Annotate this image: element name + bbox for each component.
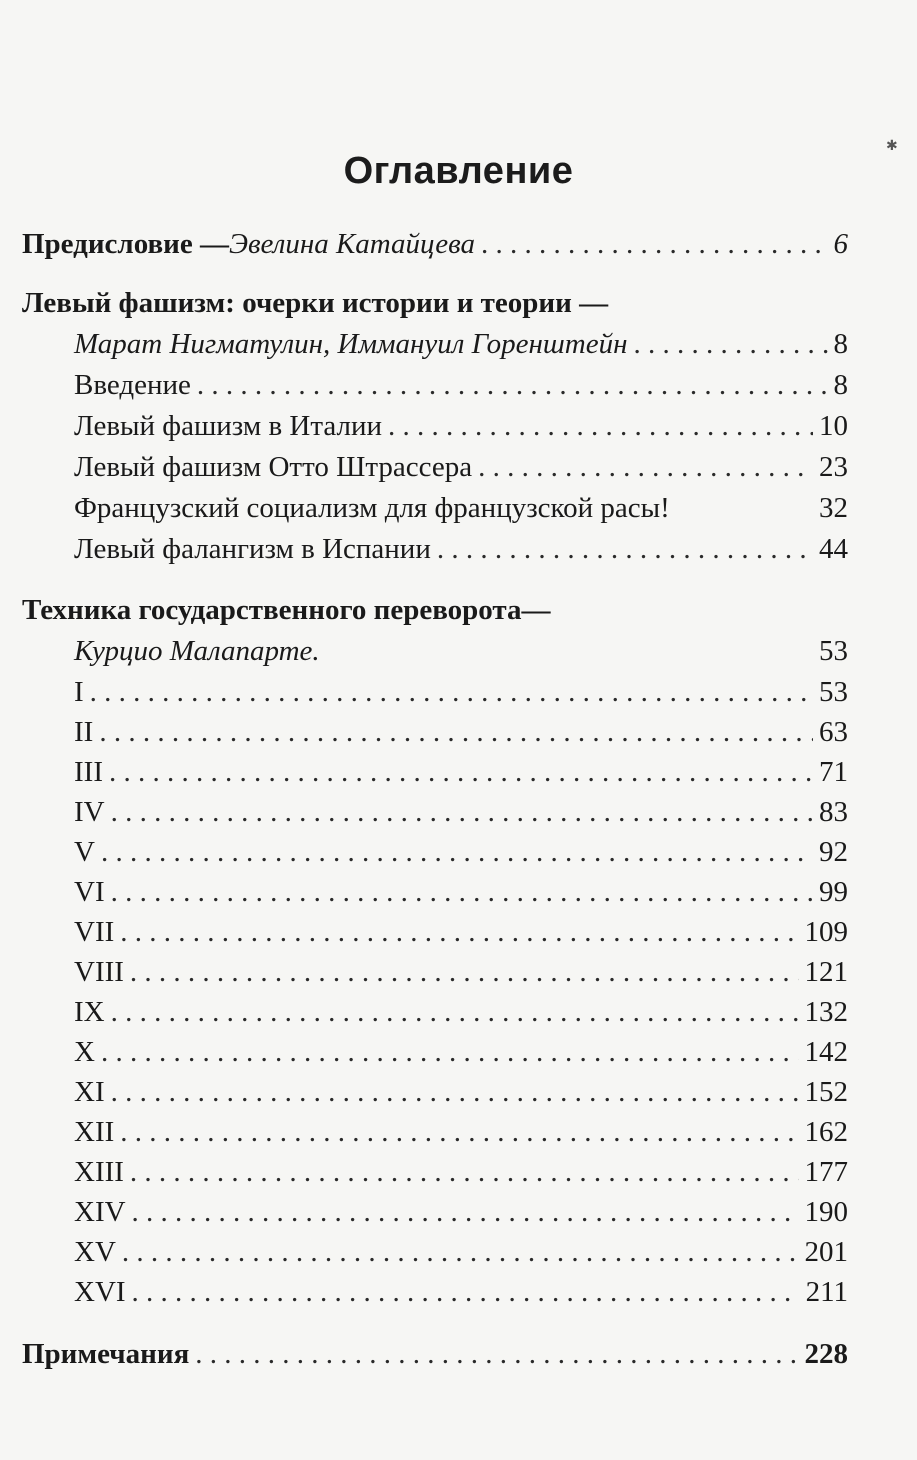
toc-entry-author: Марат Нигматулин, Иммануил Горенштейн (74, 328, 628, 360)
dot-leader (120, 914, 798, 950)
toc-entry-label: I (74, 676, 84, 708)
toc-entry-page: 99 (819, 876, 848, 908)
toc-entry-page: 162 (804, 1116, 848, 1148)
toc-entry-page: 63 (819, 716, 848, 748)
toc-entry (74, 994, 848, 1030)
toc-entry-label: Французский социализм для французской расы! (74, 492, 670, 524)
toc-entry-label: II (74, 716, 94, 748)
toc-entry-author: Эвелина Катайцева (228, 228, 476, 260)
toc-entry-page: 201 (804, 1236, 848, 1268)
dot-leader (109, 754, 813, 790)
toc-entry-label: XII (74, 1116, 115, 1148)
dot-leader (101, 1034, 799, 1070)
toc-entry-label: IV (74, 796, 105, 828)
toc-entry-page: 8 (833, 328, 848, 360)
toc-entry-label: VI (74, 876, 105, 908)
toc-entry-label: IX (74, 996, 105, 1028)
dot-leader (132, 1194, 799, 1230)
toc-entry-page: 53 (819, 635, 848, 667)
toc-entry-page: 71 (819, 756, 848, 788)
toc-entry-label: Примечания (22, 1338, 190, 1370)
dot-leader (90, 674, 813, 710)
toc-entry-label: XV (74, 1236, 116, 1268)
dot-leader (111, 1074, 799, 1110)
toc-entry (74, 1154, 848, 1190)
page-title: Оглавление (343, 150, 574, 192)
toc-entry (74, 834, 848, 870)
toc-entry-page: 109 (804, 916, 848, 948)
toc-entry (74, 367, 848, 403)
toc-entry-label: VIII (74, 956, 124, 988)
toc-entry (74, 914, 848, 950)
toc-entry (74, 714, 848, 750)
dot-leader (478, 449, 813, 485)
dot-leader (111, 874, 813, 910)
dot-leader (130, 954, 799, 990)
toc-entry (74, 531, 848, 567)
dot-leader (111, 794, 813, 830)
toc-entry-author: Курцио Малапарте. (74, 635, 320, 667)
toc-entry (74, 449, 848, 485)
dot-leader (101, 834, 813, 870)
toc-entry-page: 142 (804, 1036, 848, 1068)
dot-leader (132, 1274, 800, 1310)
toc-entry-label: XI (74, 1076, 105, 1108)
toc-entry-label: Введение (74, 369, 191, 401)
toc-entry-label: Техника государственного переворота— (22, 594, 551, 626)
toc-entry-authors (74, 633, 848, 669)
dot-leader (634, 326, 828, 362)
dot-leader (197, 367, 828, 403)
toc-entry-page: 83 (819, 796, 848, 828)
print-mark: ✱ (886, 138, 898, 154)
toc-entry-notes (22, 1336, 848, 1372)
toc-entry-page: 152 (804, 1076, 848, 1108)
toc-entry-page: 121 (804, 956, 848, 988)
toc-entry (74, 874, 848, 910)
toc-entry-page: 23 (819, 451, 848, 483)
toc-entry-label: VII (74, 916, 115, 948)
toc-entry (74, 674, 848, 710)
toc-entry (74, 408, 848, 444)
toc-entry-label: Предисловие — (22, 228, 229, 260)
toc-entry (74, 1034, 848, 1070)
toc-entry-label: XVI (74, 1276, 126, 1308)
toc-entry (74, 794, 848, 830)
toc-entry-page: 92 (819, 836, 848, 868)
toc-entry-label: Левый фашизм: очерки истории и теории — (22, 287, 609, 319)
toc-entry-page: 228 (804, 1338, 848, 1370)
toc-entry-section-heading (22, 592, 848, 628)
toc-entry-label: III (74, 756, 103, 788)
toc-entry-label: XIV (74, 1196, 126, 1228)
toc-entry-authors (74, 326, 848, 362)
toc-entry (74, 1074, 848, 1110)
toc-entry-label: V (74, 836, 95, 868)
dot-leader (130, 1154, 799, 1190)
toc-entry-page: 32 (819, 492, 848, 524)
toc-entry (74, 490, 848, 526)
toc-entry-page: 44 (819, 533, 848, 565)
dot-leader (481, 226, 827, 262)
dot-leader (388, 408, 813, 444)
toc-entry (74, 954, 848, 990)
toc-entry-page: 53 (819, 676, 848, 708)
toc-entry (74, 1274, 848, 1310)
toc-entry-page: 177 (804, 1156, 848, 1188)
toc-entry-page: 211 (805, 1276, 848, 1308)
toc-entry-page: 8 (833, 369, 848, 401)
dot-leader (195, 1336, 798, 1372)
toc-entry (74, 1194, 848, 1230)
toc-entry-label: Левый фашизм в Италии (74, 410, 382, 442)
toc-entry-preface (22, 226, 848, 262)
dot-leader (437, 531, 813, 567)
toc-entry (74, 1114, 848, 1150)
toc-entry-page: 10 (819, 410, 848, 442)
toc-entry (74, 754, 848, 790)
toc-entry-section-heading (22, 285, 848, 321)
dot-leader (111, 994, 799, 1030)
dot-leader (120, 1114, 798, 1150)
dot-leader (99, 714, 813, 750)
toc-entry-label: X (74, 1036, 95, 1068)
toc-entry (74, 1234, 848, 1270)
toc-entry-label: Левый фалангизм в Испании (74, 533, 431, 565)
toc-entry-page: 132 (804, 996, 848, 1028)
dot-leader (122, 1234, 799, 1270)
toc-entry-page: 190 (804, 1196, 848, 1228)
toc-entry-label: Левый фашизм Отто Штрассера (74, 451, 473, 483)
toc-entry-page: 6 (833, 228, 848, 260)
toc-entry-label: XIII (74, 1156, 124, 1188)
